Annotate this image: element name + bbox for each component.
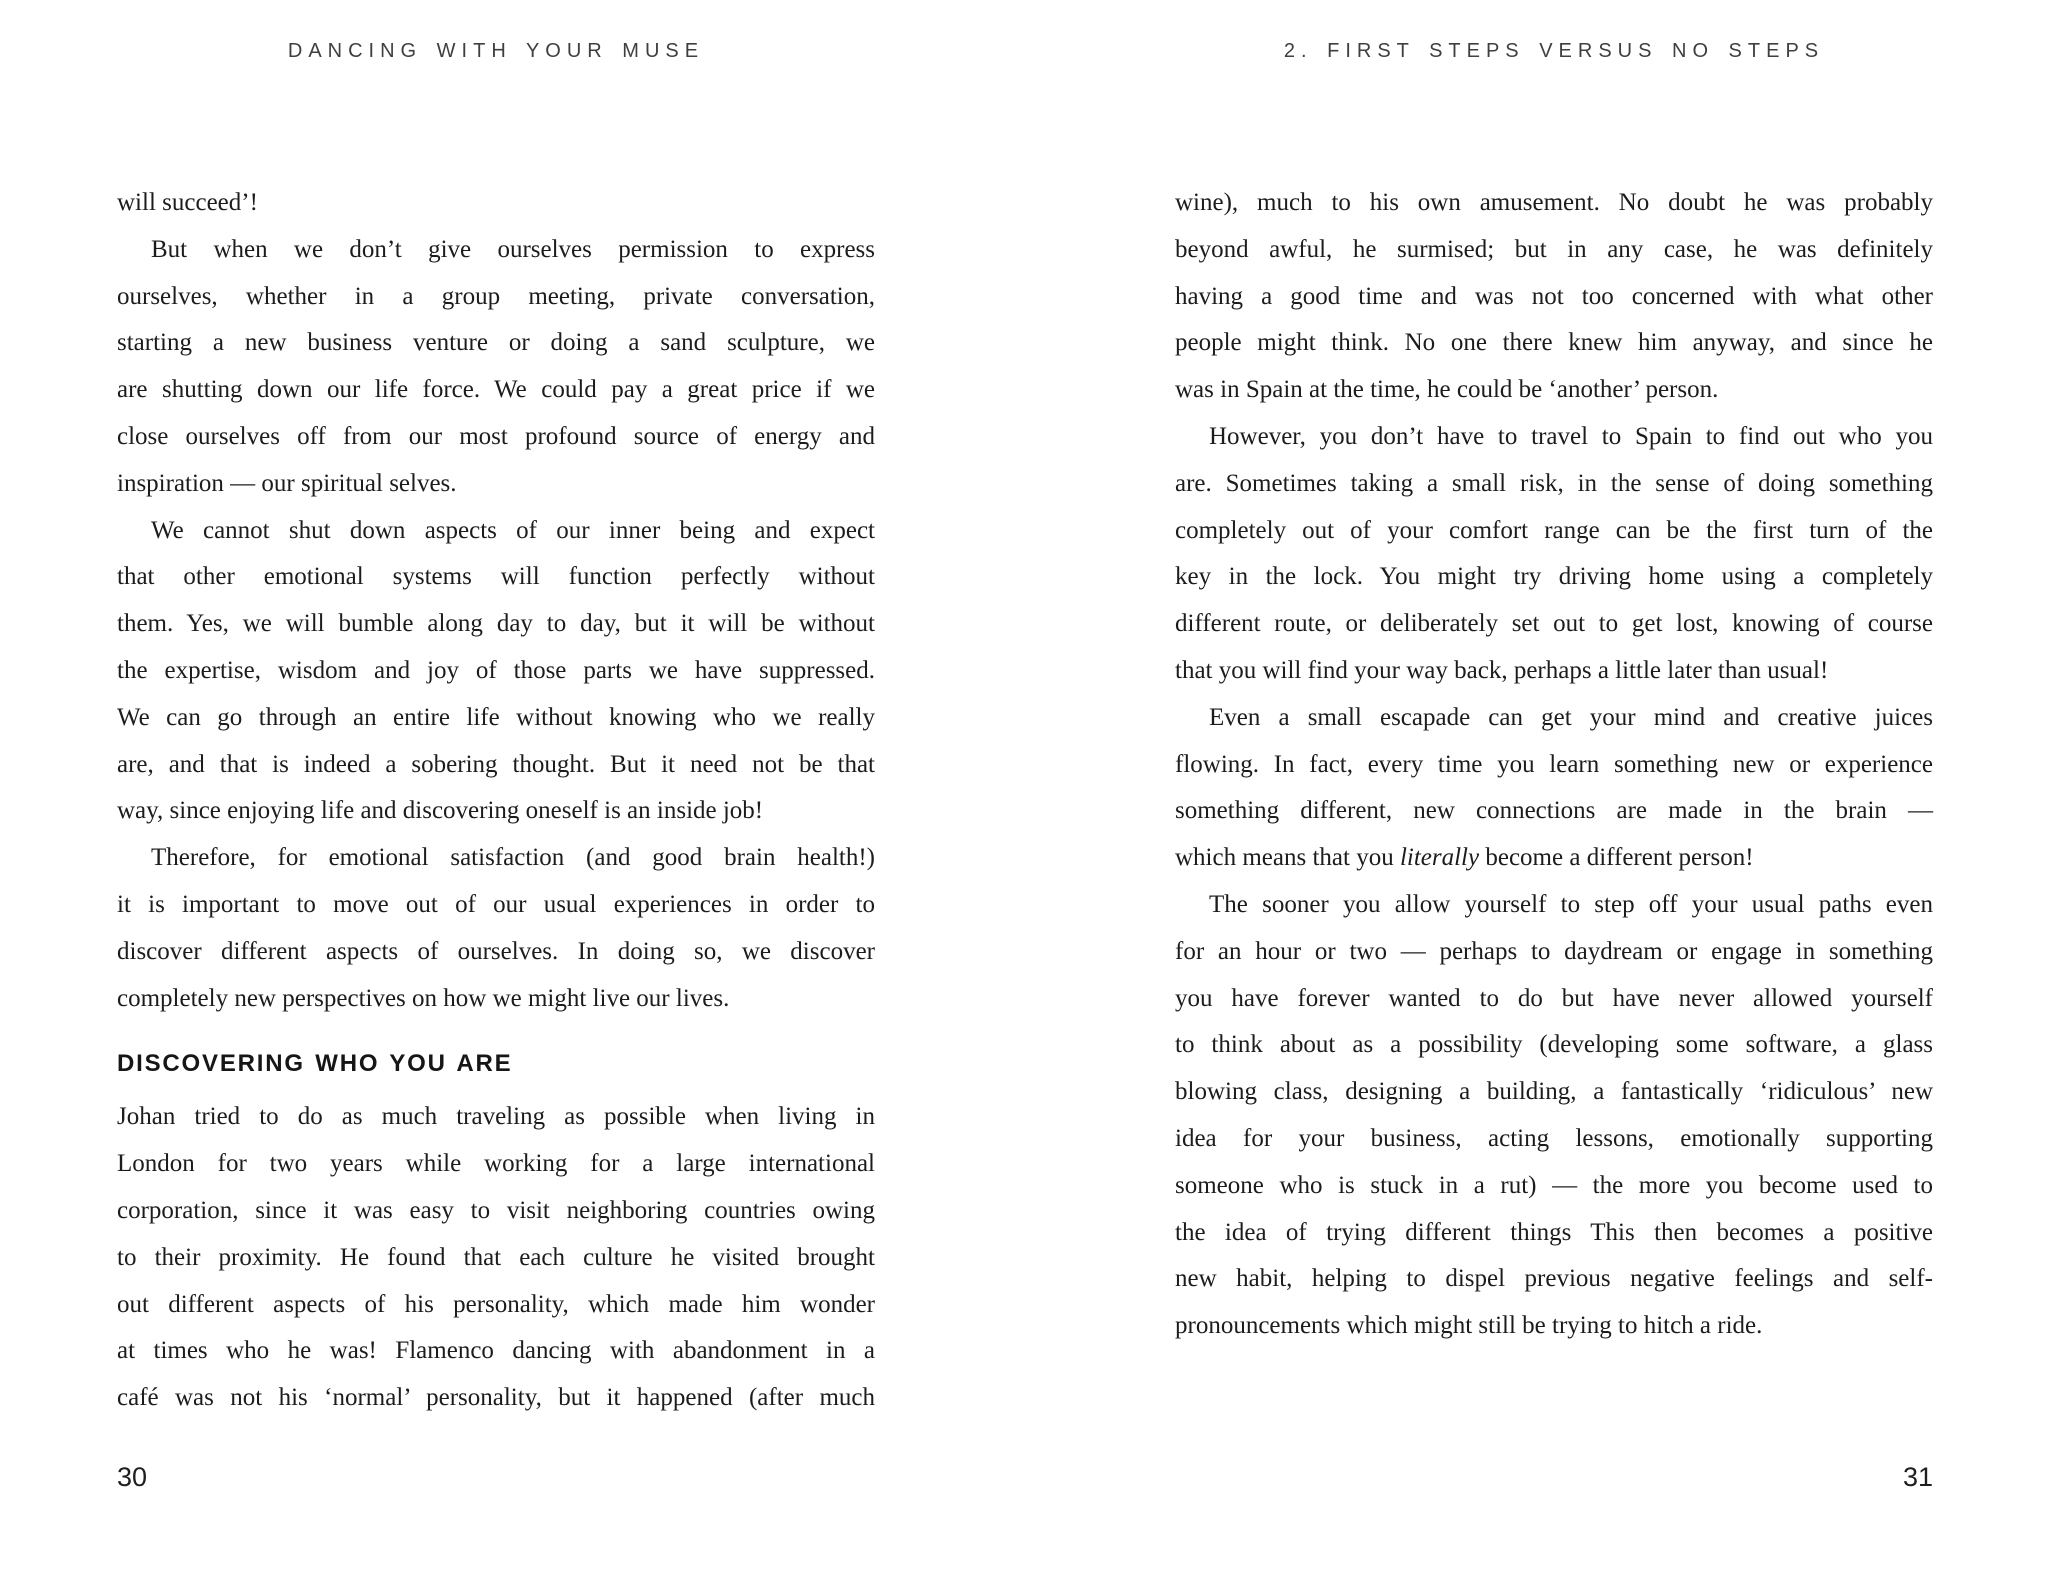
- text-line: blowing class, designing a building, a fantastically ‘ridiculous’ new: [1175, 1078, 1933, 1106]
- text-line: Johan tried to do as much traveling as possible when living in: [117, 1103, 875, 1131]
- paragraph: [1175, 882, 1933, 1350]
- paragraph: [1175, 180, 1933, 414]
- text-line: idea for your business, acting lessons, emotionally supporting: [1175, 1124, 1933, 1152]
- paragraph: [117, 835, 875, 1022]
- text-line: something different, new connections are made in the brain —: [1175, 797, 1933, 825]
- text-segment: which means that you: [1175, 844, 1400, 872]
- running-head-left: DANCING WITH YOUR MUSE: [287, 40, 705, 62]
- text-line: close ourselves off from our most profound source of energy and: [117, 422, 875, 450]
- text-line: pronouncements which might still be trying to hitch a ride.: [1175, 1312, 1763, 1340]
- text-line: starting a new business venture or doing a sand sculpture, we: [117, 329, 875, 357]
- text-line: you have forever wanted to do but have never allowed yourself: [1175, 984, 1933, 1012]
- text-line: are, and that is indeed a sobering thought. But it need not be that: [117, 750, 875, 778]
- text-line: However, you don’t have to travel to Spain to find out who you: [1209, 422, 1933, 450]
- text-line: completely new perspectives on how we might live our lives.: [117, 984, 730, 1012]
- page-number-right: 31: [1902, 1462, 1933, 1492]
- paragraph: [117, 227, 875, 508]
- text-line: [1175, 835, 1933, 882]
- text-line: London for two years while working for a large international: [117, 1150, 875, 1178]
- text-line: inspiration — our spiritual selves.: [117, 469, 457, 497]
- text-line: But when we don’t give ourselves permission to express: [151, 235, 875, 263]
- text-line: for an hour or two — perhaps to daydream or engage in something: [1175, 937, 1933, 965]
- text-line: the expertise, wisdom and joy of those parts we have suppressed.: [117, 656, 875, 684]
- paragraph: [117, 508, 875, 836]
- text-line: ourselves, whether in a group meeting, private conversation,: [117, 282, 875, 310]
- text-line: someone who is stuck in a rut) — the more you become used to: [1175, 1171, 1933, 1199]
- section-heading: DISCOVERING WHO YOU ARE: [117, 1050, 513, 1078]
- text-line: corporation, since it was easy to visit neighboring countries owing: [117, 1196, 875, 1224]
- text-line: Therefore, for emotional satisfaction (and good brain health!): [151, 844, 875, 872]
- text-line: out different aspects of his personality, which made him wonder: [117, 1290, 875, 1318]
- page-number-left: 30: [117, 1462, 148, 1492]
- running-head-right: 2. FIRST STEPS VERSUS NO STEPS: [1283, 40, 1825, 62]
- text-line: will succeed’!: [117, 189, 258, 216]
- text-line: flowing. In fact, every time you learn something new or experience: [1175, 750, 1933, 778]
- text-line: was in Spain at the time, he could be ‘another’ person.: [1175, 376, 1719, 404]
- paragraph: [1175, 414, 1933, 695]
- text-line: completely out of your comfort range can be the first turn of the: [1175, 516, 1933, 544]
- page-body-left: [117, 180, 875, 1422]
- text-line: the idea of trying different things This then becomes a positive: [1175, 1218, 1933, 1246]
- text-line: that you will find your way back, perhaps a little later than usual!: [1175, 656, 1829, 684]
- text-line: We cannot shut down aspects of our inner being and expect: [151, 516, 875, 544]
- italic-text: literally: [1399, 844, 1480, 872]
- text-line: Even a small escapade can get your mind and creative juices: [1209, 703, 1933, 731]
- text-line: different route, or deliberately set out to get lost, knowing of course: [1175, 610, 1933, 638]
- paragraph: [117, 180, 875, 227]
- text-line: to their proximity. He found that each culture he visited brought: [117, 1243, 875, 1271]
- text-line: wine), much to his own amusement. No doubt he was probably: [1175, 189, 1933, 216]
- text-line: to think about as a possibility (developing some software, a glass: [1175, 1031, 1933, 1059]
- paragraph: [1175, 695, 1933, 882]
- text-line: are. Sometimes taking a small risk, in the sense of doing something: [1175, 469, 1933, 497]
- text-line: that other emotional systems will function perfectly without: [117, 563, 875, 591]
- text-line: We can go through an entire life without knowing who we really: [117, 703, 875, 731]
- text-line: them. Yes, we will bumble along day to day, but it will be without: [117, 610, 875, 638]
- text-line: beyond awful, he surmised; but in any case, he was definitely: [1175, 235, 1933, 263]
- text-line: new habit, helping to dispel previous negative feelings and self-: [1175, 1265, 1933, 1293]
- text-line: having a good time and was not too concerned with what other: [1175, 282, 1933, 310]
- text-line: discover different aspects of ourselves. In doing so, we discover: [117, 937, 875, 965]
- text-line: people might think. No one there knew him anyway, and since he: [1175, 329, 1933, 357]
- text-line: café was not his ‘normal’ personality, but it happened (after much: [117, 1384, 875, 1412]
- text-line: way, since enjoying life and discovering oneself is an inside job!: [117, 797, 764, 825]
- page-body-right: [1175, 180, 1933, 1350]
- text-line: it is important to move out of our usual experiences in order to: [117, 890, 875, 918]
- text-line: at times who he was! Flamenco dancing with abandonment in a: [117, 1337, 875, 1365]
- text-line: The sooner you allow yourself to step off your usual paths even: [1209, 890, 1933, 918]
- text-line: are shutting down our life force. We could pay a great price if we: [117, 376, 875, 404]
- text-segment: become a different person!: [1479, 844, 1754, 872]
- paragraph: [117, 1094, 875, 1422]
- text-line: key in the lock. You might try driving home using a completely: [1175, 563, 1933, 591]
